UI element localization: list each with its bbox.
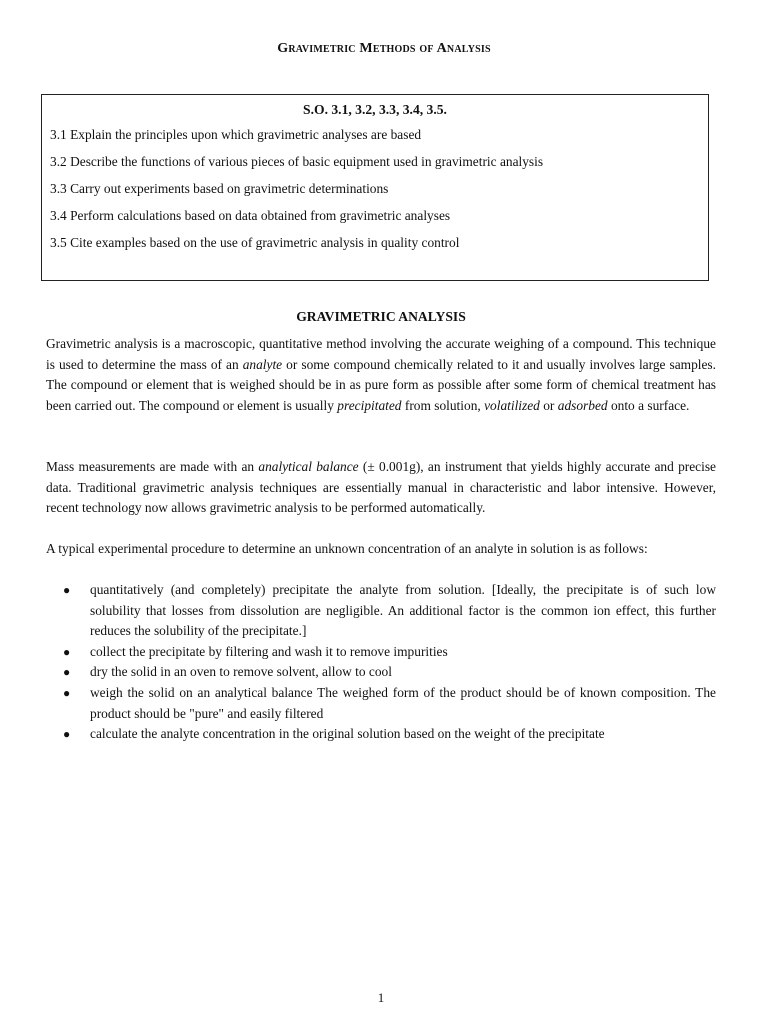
bullet-icon: ● bbox=[63, 685, 71, 700]
bullet-icon: ● bbox=[63, 644, 71, 659]
list-item bbox=[63, 662, 716, 683]
text-run: onto a surface. bbox=[607, 397, 690, 413]
italic-term-volatilized: volatilized bbox=[484, 397, 540, 413]
italic-term-analyte: analyte bbox=[242, 356, 283, 372]
objectives-list bbox=[42, 126, 708, 261]
procedure-bullet-list bbox=[63, 580, 716, 745]
text-run: Mass measurements are made with an bbox=[46, 459, 259, 474]
objectives-heading: S.O. 3.1, 3.2, 3.3, 3.4, 3.5. bbox=[303, 102, 447, 117]
list-item-text: calculate the analyte concentration in the original solution based on the weight of the precipitate bbox=[90, 726, 605, 742]
list-item bbox=[63, 642, 716, 663]
list-item-text: dry the solid in an oven to remove solvent, allow to cool bbox=[90, 664, 392, 680]
objective-item: 3.5 Cite examples based on the use of gravimetric analysis in quality control bbox=[50, 235, 460, 250]
text-run: Gravimetric analysis is a macroscopic, quantitative method involving the accurate weighing of a compound. This technique is used to determine the mass of an bbox=[46, 336, 716, 372]
bullet-icon: ● bbox=[63, 665, 71, 680]
list-item-text: collect the precipitate by filtering and wash it to remove impurities bbox=[90, 643, 448, 659]
bullet-icon: ● bbox=[63, 727, 71, 742]
italic-term-analytical-balance: analytical balance bbox=[258, 459, 359, 474]
text-run: (± 0.001g), an instrument that yields highly accurate and precise data. Traditional gravimetric analysis techniques are essentially manual in characteristic and labor intensive. However, recent technology now allows gravimetric analysis to be performed automatically. bbox=[46, 459, 716, 516]
objective-item: 3.2 Describe the functions of various pieces of basic equipment used in gravimetric analysis bbox=[50, 154, 544, 169]
page-number: 1 bbox=[377, 990, 385, 1005]
text-run: from solution, bbox=[401, 397, 485, 413]
italic-term-adsorbed: adsorbed bbox=[557, 397, 608, 413]
list-item bbox=[63, 683, 716, 724]
document-title: Gravimetric Methods of Analysis bbox=[277, 41, 491, 56]
paragraph-mass-measurements bbox=[46, 457, 716, 519]
list-item-text: weigh the solid on an analytical balance The weighed form of the product should be of known composition. The product should be "pure" and easily filtered bbox=[90, 684, 716, 721]
paragraph-procedure-intro: A typical experimental procedure to determine an unknown concentration of an analyte in solution is as follows: bbox=[46, 541, 648, 556]
section-heading: GRAVIMETRIC ANALYSIS bbox=[296, 309, 466, 324]
objective-item: 3.3 Carry out experiments based on gravimetric determinations bbox=[50, 181, 389, 196]
text-run: or some compound chemically related to it and usually involves large samples. The compound or element that is weighed should be in as pure form as possible after some form of chemical treatment has been carried out. The compound or element is usually bbox=[46, 356, 716, 413]
paragraph-intro bbox=[46, 334, 716, 416]
specific-objectives-box bbox=[41, 94, 709, 281]
italic-term-precipitated: precipitated bbox=[337, 397, 402, 413]
bullet-icon: ● bbox=[63, 583, 71, 597]
text-run: or bbox=[539, 397, 558, 413]
objective-item: 3.1 Explain the principles upon which gravimetric analyses are based bbox=[50, 127, 422, 142]
list-item bbox=[63, 580, 716, 642]
list-item-text: quantitatively (and completely) precipitate the analyte from solution. [Ideally, the precipitate is of such low solubility that losses from dissolution are negligible. An additional factor is the common ion effect, this further reduces the solubility of the precipitate.] bbox=[90, 582, 716, 639]
list-item bbox=[63, 724, 716, 745]
objective-item: 3.4 Perform calculations based on data obtained from gravimetric analyses bbox=[50, 208, 451, 223]
